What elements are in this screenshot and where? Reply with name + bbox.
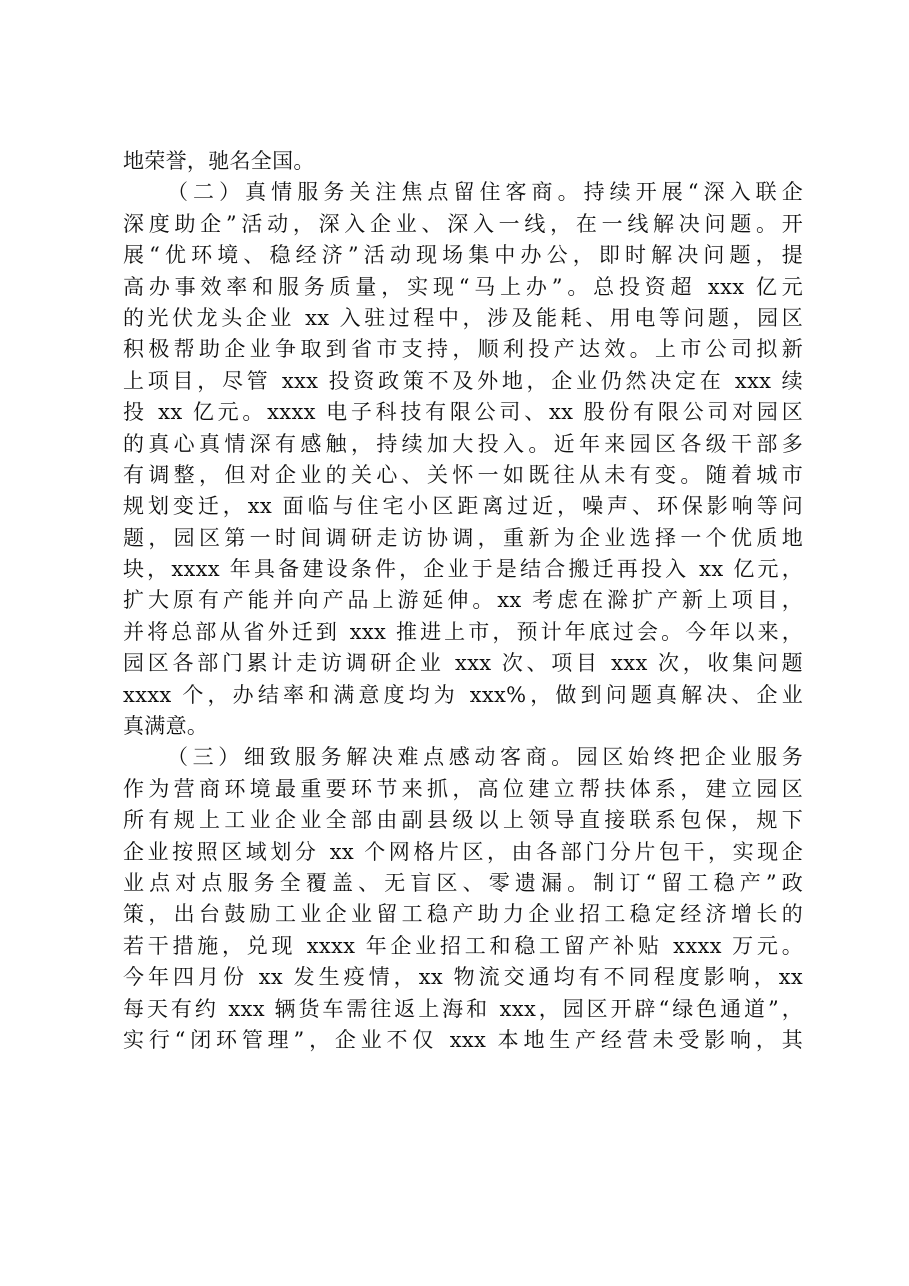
- paragraph-line: 的真心真情深有感触，持续加大投入。近年来园区各级干部多: [123, 431, 803, 456]
- paragraph-line: 积极帮助企业争取到省市支持，顺利投产达效。上市公司拟新: [123, 337, 803, 362]
- paragraph-line: 作为营商环境最重要环节来抓，高位建立帮扶体系，建立园区: [123, 776, 803, 801]
- paragraph-line: 地荣誉，驰名全国。: [123, 149, 315, 173]
- paragraph-line: 实行“闭环管理”，企业不仅 xxx 本地生产经营未受影响，其: [123, 1027, 803, 1052]
- paragraph-line: 块，xxxx 年具备建设条件，企业于是结合搬迁再投入 xx 亿元，: [123, 557, 803, 582]
- paragraph-line: 的光伏龙头企业 xx 入驻过程中，涉及能耗、用电等问题，园区: [123, 305, 803, 330]
- paragraph-line: 投 xx 亿元。xxxx 电子科技有限公司、xx 股份有限公司对园区: [123, 400, 803, 425]
- paragraph-line: 题，园区第一时间调研走访协调，重新为企业选择一个优质地: [123, 525, 803, 550]
- paragraph-line: xxxx 个，办结率和满意度均为 xxx%，做到问题真解决、企业: [123, 682, 803, 707]
- paragraph-line: 深度助企”活动，深入企业、深入一线，在一线解决问题。开: [123, 211, 803, 236]
- paragraph-line: 并将总部从省外迁到 xxx 推进上市，预计年底过会。今年以来，: [123, 619, 803, 644]
- paragraph-line: 策，出台鼓励工业企业留工稳产助力企业招工稳定经济增长的: [123, 902, 803, 927]
- section-heading-line: （三）细致服务解决难点感动客商。园区始终把企业服务: [167, 745, 803, 770]
- document-body: [123, 146, 803, 1056]
- paragraph-line: 今年四月份 xx 发生疫情，xx 物流交通均有不同程度影响，xx: [123, 965, 803, 990]
- paragraph-line: 真满意。: [123, 714, 209, 739]
- paragraph-line: 园区各部门累计走访调研企业 xxx 次、项目 xxx 次，收集问题: [123, 651, 803, 676]
- paragraph-line: 若干措施，兑现 xxxx 年企业招工和稳工留产补贴 xxxx 万元。: [123, 933, 803, 958]
- paragraph-line: 企业按照区域划分 xx 个网格片区，由各部门分片包干，实现企: [123, 839, 803, 864]
- paragraph-line: 扩大原有产能并向产品上游延伸。xx 考虑在滁扩产新上项目，: [123, 588, 803, 613]
- paragraph-line: 展“优环境、稳经济”活动现场集中办公，即时解决问题，提: [123, 243, 803, 268]
- section-heading-line: （二）真情服务关注焦点留住客商。持续开展“深入联企: [167, 180, 803, 205]
- paragraph-line: 每天有约 xxx 辆货车需往返上海和 xxx，园区开辟“绿色通道”，: [123, 996, 803, 1021]
- paragraph-line: 规划变迁，xx 面临与住宅小区距离过近，噪声、环保影响等问: [123, 494, 803, 519]
- paragraph-line: 上项目，尽管 xxx 投资政策不及外地，企业仍然决定在 xxx 续: [123, 368, 803, 393]
- paragraph-line: 所有规上工业企业全部由副县级以上领导直接联系包保，规下: [123, 808, 803, 833]
- paragraph-line: 有调整，但对企业的关心、关怀一如既往从未有变。随着城市: [123, 462, 803, 487]
- paragraph-line: 高办事效率和服务质量，实现“马上办”。总投资超 xxx 亿元: [123, 274, 803, 299]
- paragraph-line: 业点对点服务全覆盖、无盲区、零遗漏。制订“留工稳产”政: [123, 870, 803, 895]
